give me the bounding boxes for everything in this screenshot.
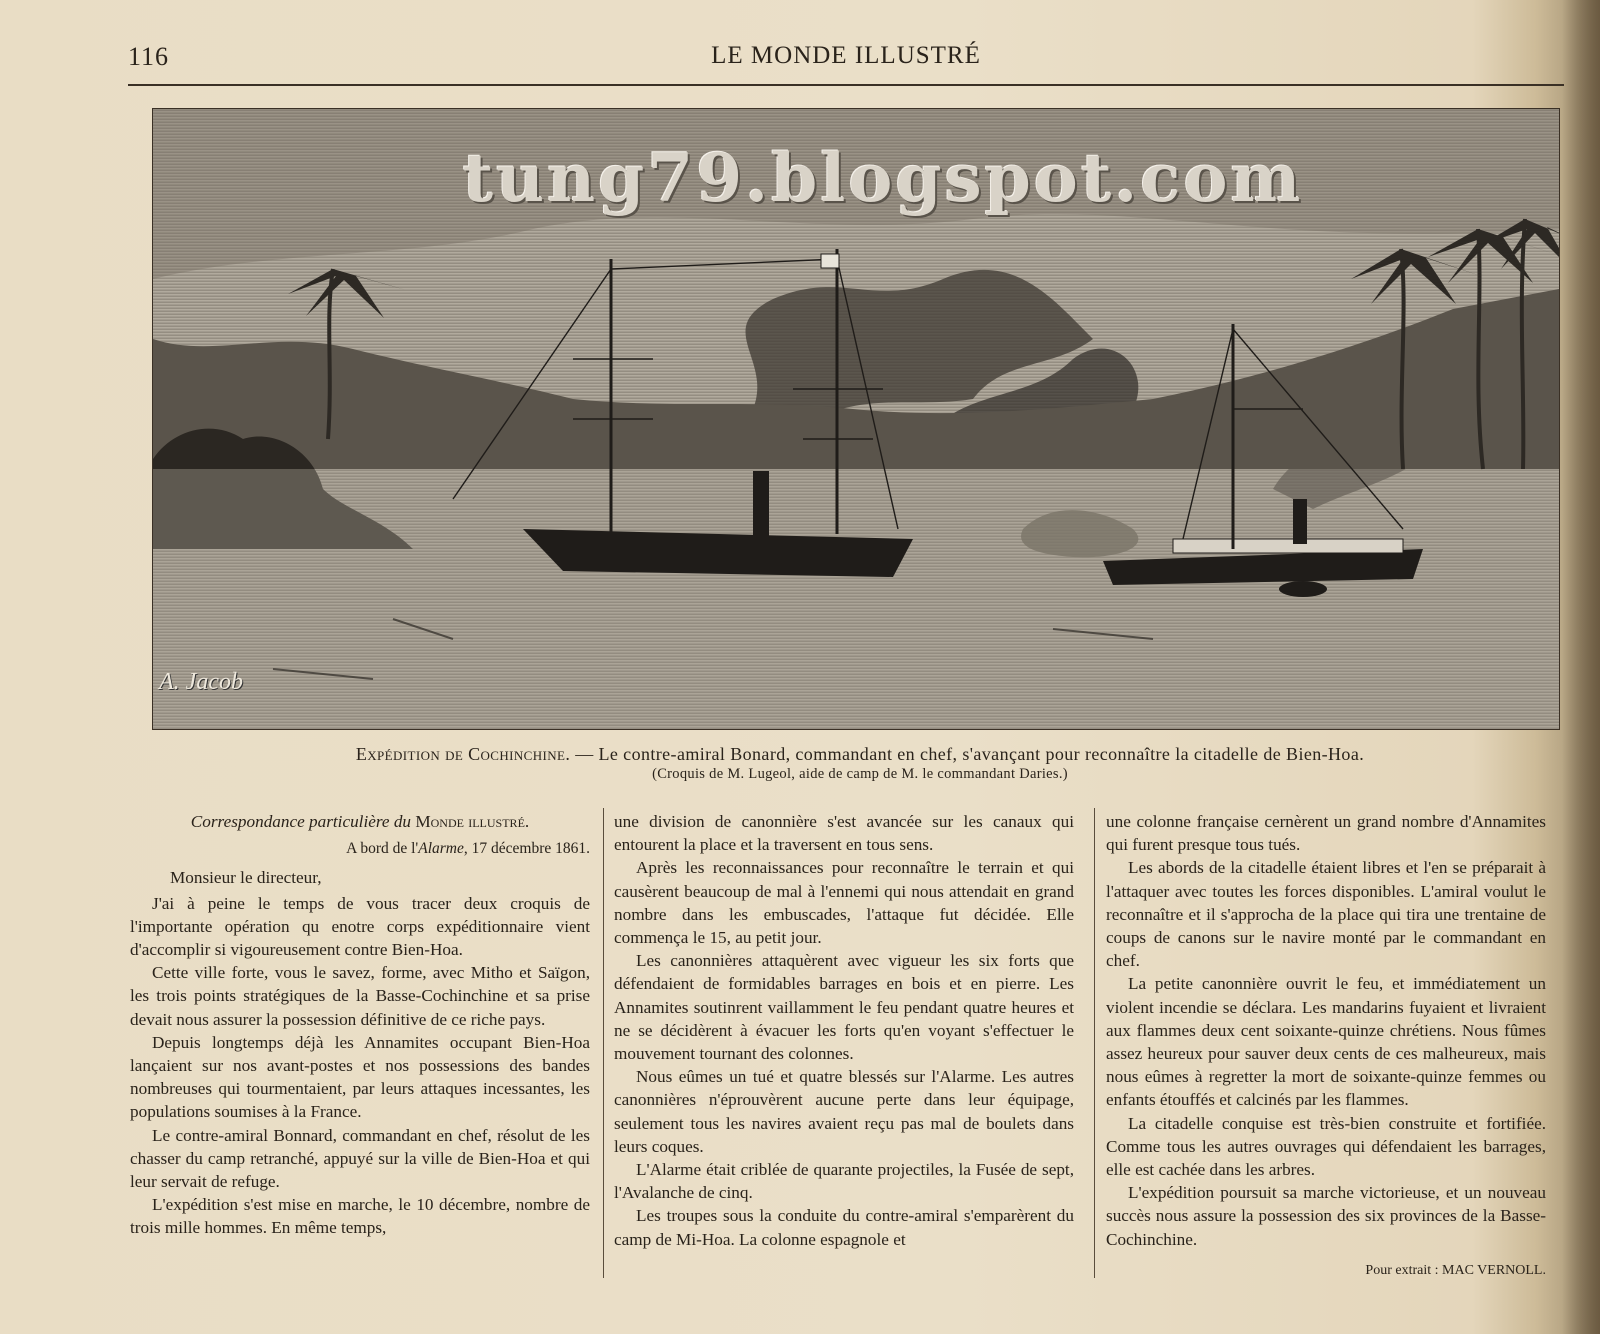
article-column-3 <box>1106 810 1546 1282</box>
paragraph: Les abords de la citadelle étaient libres et l'en se préparait à l'attaquer avec toutes les forces disponibles. L'amiral voulut le reconnaître et il s'approcha de la place qui tira une trentaine de coups de canons sur le navire monté par le commandant en chef. <box>1106 858 1546 971</box>
article-heading-prefix: Correspondance particulière du <box>190 812 416 831</box>
signoff: Pour extrait : MAC VERNOLL. <box>1365 1262 1546 1278</box>
dateline-suffix: , 17 décembre 1861. <box>463 840 590 858</box>
illustration-credit: (Croquis de M. Lugeol, aide de camp de M. le commandant Daries.) <box>652 766 1068 782</box>
paragraph: L'expédition s'est mise en marche, le 10 décembre, nombre de trois mille hommes. En même temps, <box>130 1195 590 1238</box>
caption-lead: Expédition de Cochinchine. <box>355 744 571 764</box>
illustration-caption <box>150 744 1570 765</box>
caption-text: — Le contre-amiral Bonard, commandant en chef, s'avançant pour reconnaître la citadelle de Bien-Hoa. <box>570 744 1365 764</box>
paragraph: Depuis longtemps déjà les Annamites occupant Bien-Hoa lançaient sur nos avant-postes et nos possessions des bandes nombreuses qui tourmentaient, par leurs attaques incessantes, les populations soumises à la France. <box>130 1032 590 1122</box>
journal-title: LE MONDE ILLUSTRÉ <box>711 42 981 69</box>
paragraph: L'Alarme était criblée de quarante projectiles, la Fusée de sept, l'Avalanche de cinq. <box>614 1160 1074 1203</box>
article-heading <box>130 810 590 833</box>
paragraph: La citadelle conquise est très-bien construite et fortifiée. Comme tous les autres ouvrages qui défendaient les barrages, elle est cachée dans les arbres. <box>1106 1113 1546 1180</box>
salutation: Monsieur le directeur, <box>170 868 322 888</box>
watermark-text: tung79.blogspot.com <box>462 139 1304 217</box>
column-divider <box>603 808 604 1278</box>
dateline <box>130 837 590 860</box>
dateline-ship: Alarme <box>418 840 464 858</box>
header-rule <box>128 84 1564 86</box>
paragraph: Cette ville forte, vous le savez, forme, avec Mitho et Saïgon, les trois points stratégiques de la Basse-Cochinchine et sa prise devait nous assurer la possession définitive de ce riche pays. <box>130 963 590 1029</box>
page-header <box>128 40 1564 80</box>
article-column-2 <box>614 810 1074 1251</box>
artist-signature: A. Jacob <box>159 669 243 695</box>
page-edge-shadow <box>1562 0 1600 1334</box>
paragraph: Les canonnières attaquèrent avec vigueur les six forts que défendaient de formidables barrages en bois et en pierre. Les Annamites soutinrent vaillamment le feu pendant quatre heures et ne se décidèrent à évacuer les forts qu'en voyant s'effectuer le mouvement tournant des colonnes. <box>614 951 1074 1064</box>
paragraph: une colonne française cernèrent un grand nombre d'Annamites qui furent presque tous tués. <box>1106 812 1546 855</box>
paragraph: Après les reconnaissances pour reconnaître le terrain et qui causèrent beaucoup de mal à l'ennemi qui nous attendait en grand nombre dans les embuscades, l'attaque fut décidée. Elle commença le 15, au petit jour. <box>614 858 1074 948</box>
article-column-1 <box>130 810 590 1240</box>
paragraph: Le contre-amiral Bonnard, commandant en chef, résolut de les chasser du camp retranché, appuyé sur la ville de Bien-Hoa et qui leur servait de refuge. <box>130 1125 590 1192</box>
paragraph: La petite canonnière ouvrit le feu, et immédiatement un violent incendie se déclara. Les mandarins fuyaient et livraient aux flammes deux cent soixante-quinze chrétiens. Nous fûmes assez heureux pour sauver deux cents de ces malheureux, mais nous eûmes à regretter la mort de soixante-quinze femmes ou enfants étouffés et calcinés par les flammes. <box>1106 974 1546 1110</box>
dateline-prefix: A bord de l' <box>346 840 419 858</box>
paragraph: une division de canonnière s'est avancée sur les canaux qui entourent la place et la traversent en tous sens. <box>614 812 1074 855</box>
paragraph: J'ai à peine le temps de vous tracer deux croquis de l'importante opération qu enotre corps expéditionnaire vient d'accomplir si vigoureusement contre Bien-Hoa. <box>130 893 590 960</box>
page-number: 116 <box>128 42 170 71</box>
article-heading-title: Monde illustré. <box>415 812 530 831</box>
column-divider <box>1094 808 1095 1278</box>
engraving-illustration <box>152 108 1560 730</box>
paragraph: L'expédition poursuit sa marche victorieuse, et un nouveau succès nous assure la possession des six provinces de la Basse-Cochinchine. <box>1106 1183 1546 1249</box>
paragraph: Les troupes sous la conduite du contre-amiral s'emparèrent du camp de Mi-Hoa. La colonne espagnole et <box>614 1206 1074 1249</box>
paragraph: Nous eûmes un tué et quatre blessés sur l'Alarme. Les autres canonnières n'éprouvèrent aucune perte dans leur équipage, seulement tous les navires avaient reçu pas mal de boulets dans leurs coques. <box>614 1067 1074 1156</box>
